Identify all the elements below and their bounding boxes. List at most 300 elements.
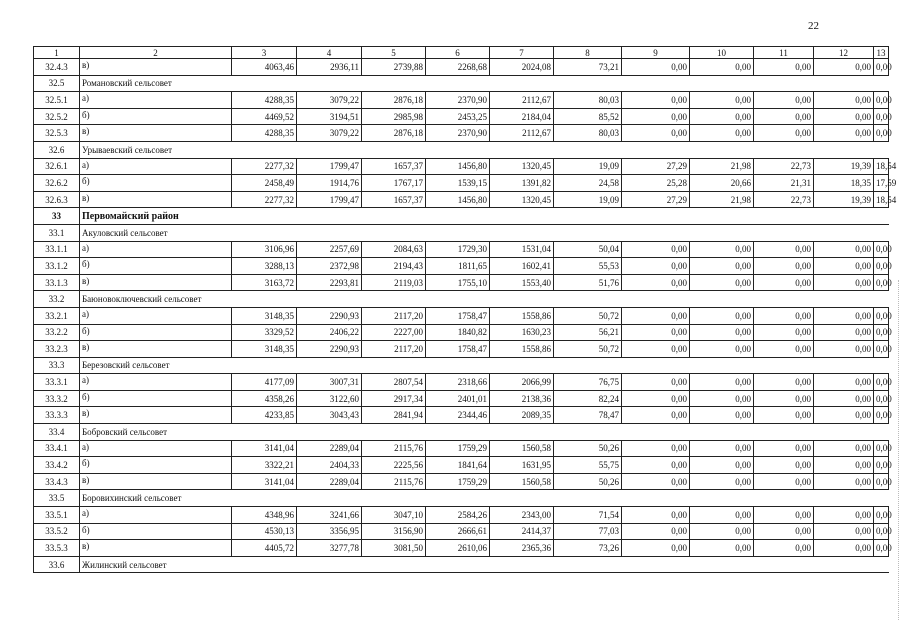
value-cell: 19,09 [554, 191, 622, 208]
value-cell: 2807,54 [362, 374, 426, 391]
value-cell: 0,00 [690, 374, 754, 391]
value-cell: 3163,72 [232, 274, 297, 291]
column-number-cell: 2 [80, 47, 232, 59]
section-code-cell: 32.6 [34, 141, 80, 158]
value-cell: 2841,94 [362, 407, 426, 424]
value-cell: 0,00 [754, 507, 814, 524]
row-code-cell: 33.5.1 [34, 507, 80, 524]
value-cell: 0,00 [690, 457, 754, 474]
value-cell: 2115,76 [362, 473, 426, 490]
value-cell: 0,00 [814, 241, 874, 258]
value-cell: 0,00 [814, 374, 874, 391]
value-cell: 0,00 [754, 407, 814, 424]
value-cell: 1758,47 [426, 341, 490, 358]
value-cell: 2936,11 [297, 59, 362, 76]
value-cell: 21,98 [690, 191, 754, 208]
value-cell: 2225,56 [362, 457, 426, 474]
value-cell: 3081,50 [362, 540, 426, 557]
value-cell: 0,00 [754, 108, 814, 125]
value-cell: 1320,45 [490, 158, 554, 175]
value-cell: 0,00 [874, 407, 889, 424]
value-cell: 18,54 [874, 191, 889, 208]
variant-cell: б) [80, 175, 232, 192]
value-cell: 50,26 [554, 473, 622, 490]
value-cell: 3194,51 [297, 108, 362, 125]
value-cell: 0,00 [622, 241, 690, 258]
value-cell: 0,00 [690, 540, 754, 557]
value-cell: 55,53 [554, 258, 622, 275]
table-row [34, 307, 889, 324]
section-code-cell: 33.6 [34, 556, 80, 573]
value-cell: 0,00 [690, 324, 754, 341]
value-cell: 2370,90 [426, 125, 490, 142]
value-cell: 25,28 [622, 175, 690, 192]
value-cell: 0,00 [622, 374, 690, 391]
table-row [34, 540, 889, 557]
value-cell: 1759,29 [426, 473, 490, 490]
value-cell: 2453,25 [426, 108, 490, 125]
value-cell: 0,00 [622, 258, 690, 275]
value-cell: 0,00 [874, 92, 889, 109]
column-number-cell: 10 [690, 47, 754, 59]
value-cell: 1560,58 [490, 440, 554, 457]
value-cell: 1840,82 [426, 324, 490, 341]
value-cell: 0,00 [814, 440, 874, 457]
row-code-cell: 33.1.1 [34, 241, 80, 258]
value-cell: 0,00 [754, 307, 814, 324]
value-cell: 1759,29 [426, 440, 490, 457]
section-name-cell: Жилинский сельсовет [80, 556, 889, 573]
value-cell: 19,09 [554, 158, 622, 175]
column-number-cell: 12 [814, 47, 874, 59]
value-cell: 1657,37 [362, 158, 426, 175]
value-cell: 1729,30 [426, 241, 490, 258]
table-row [34, 241, 889, 258]
value-cell: 85,52 [554, 108, 622, 125]
value-cell: 0,00 [874, 59, 889, 76]
value-cell: 2138,36 [490, 390, 554, 407]
value-cell: 3043,43 [297, 407, 362, 424]
value-cell: 0,00 [622, 274, 690, 291]
section-name-cell: Романовский сельсовет [80, 75, 889, 92]
value-cell: 3277,78 [297, 540, 362, 557]
value-cell: 2117,20 [362, 307, 426, 324]
section-name-cell: Акуловский сельсовет [80, 224, 889, 241]
row-code-cell: 32.6.3 [34, 191, 80, 208]
value-cell: 1558,86 [490, 307, 554, 324]
value-cell: 0,00 [754, 241, 814, 258]
value-cell: 0,00 [814, 92, 874, 109]
value-cell: 0,00 [690, 59, 754, 76]
value-cell: 4348,96 [232, 507, 297, 524]
value-cell: 0,00 [622, 108, 690, 125]
value-cell: 18,54 [874, 158, 889, 175]
value-cell: 0,00 [754, 92, 814, 109]
value-cell: 0,00 [874, 523, 889, 540]
row-code-cell: 33.3.2 [34, 390, 80, 407]
value-cell: 0,00 [814, 341, 874, 358]
value-cell: 2343,00 [490, 507, 554, 524]
value-cell: 0,00 [690, 258, 754, 275]
value-cell: 2876,18 [362, 125, 426, 142]
value-cell: 0,00 [690, 523, 754, 540]
value-cell: 3007,31 [297, 374, 362, 391]
variant-cell: в) [80, 473, 232, 490]
row-code-cell: 33.2.3 [34, 341, 80, 358]
row-code-cell: 33.5.2 [34, 523, 80, 540]
value-cell: 0,00 [690, 241, 754, 258]
value-cell: 1631,95 [490, 457, 554, 474]
value-cell: 1758,47 [426, 307, 490, 324]
value-cell: 2268,68 [426, 59, 490, 76]
value-cell: 1767,17 [362, 175, 426, 192]
value-cell: 76,75 [554, 374, 622, 391]
value-cell: 0,00 [622, 324, 690, 341]
value-cell: 2084,63 [362, 241, 426, 258]
value-cell: 2289,04 [297, 473, 362, 490]
variant-cell: в) [80, 341, 232, 358]
value-cell: 2117,20 [362, 341, 426, 358]
variant-cell: б) [80, 457, 232, 474]
value-cell: 0,00 [754, 523, 814, 540]
value-cell: 2584,26 [426, 507, 490, 524]
value-cell: 1602,41 [490, 258, 554, 275]
section-code-cell: 33 [34, 208, 80, 225]
section-name-cell: Боровихинский сельсовет [80, 490, 889, 507]
value-cell: 3148,35 [232, 341, 297, 358]
value-cell: 0,00 [622, 523, 690, 540]
value-cell: 0,00 [874, 457, 889, 474]
table-row [34, 274, 889, 291]
value-cell: 0,00 [690, 92, 754, 109]
value-cell: 2112,67 [490, 125, 554, 142]
value-cell: 1320,45 [490, 191, 554, 208]
value-cell: 1914,76 [297, 175, 362, 192]
row-code-cell: 32.6.1 [34, 158, 80, 175]
variant-cell: а) [80, 158, 232, 175]
section-row [34, 224, 889, 241]
variant-cell: в) [80, 125, 232, 142]
table-row [34, 407, 889, 424]
table-row [34, 473, 889, 490]
value-cell: 2414,37 [490, 523, 554, 540]
value-cell: 0,00 [874, 341, 889, 358]
value-cell: 0,00 [754, 125, 814, 142]
tariff-table [33, 46, 897, 573]
column-number-cell: 11 [754, 47, 814, 59]
column-number-cell: 3 [232, 47, 297, 59]
variant-cell: б) [80, 324, 232, 341]
value-cell: 0,00 [690, 341, 754, 358]
value-cell: 2227,00 [362, 324, 426, 341]
value-cell: 2257,69 [297, 241, 362, 258]
value-cell: 55,75 [554, 457, 622, 474]
column-number-cell: 7 [490, 47, 554, 59]
value-cell: 2917,34 [362, 390, 426, 407]
value-cell: 0,00 [814, 258, 874, 275]
value-cell: 3141,04 [232, 473, 297, 490]
value-cell: 0,00 [754, 374, 814, 391]
section-name-cell: Урываевский сельсовет [80, 141, 889, 158]
value-cell: 0,00 [754, 390, 814, 407]
value-cell: 0,00 [754, 59, 814, 76]
page-number: 22 [808, 20, 819, 32]
row-code-cell: 33.4.3 [34, 473, 80, 490]
value-cell: 50,26 [554, 440, 622, 457]
section-row [34, 291, 889, 308]
value-cell: 19,39 [814, 158, 874, 175]
row-code-cell: 32.4.3 [34, 59, 80, 76]
value-cell: 0,00 [754, 258, 814, 275]
value-cell: 2876,18 [362, 92, 426, 109]
variant-cell: а) [80, 440, 232, 457]
column-number-cell: 9 [622, 47, 690, 59]
column-number-cell: 4 [297, 47, 362, 59]
value-cell: 0,00 [874, 473, 889, 490]
value-cell: 2277,32 [232, 158, 297, 175]
table-row [34, 324, 889, 341]
value-cell: 2115,76 [362, 440, 426, 457]
value-cell: 73,26 [554, 540, 622, 557]
value-cell: 1799,47 [297, 191, 362, 208]
value-cell: 1630,23 [490, 324, 554, 341]
value-cell: 3079,22 [297, 125, 362, 142]
section-code-cell: 33.2 [34, 291, 80, 308]
section-code-cell: 33.3 [34, 357, 80, 374]
value-cell: 0,00 [874, 307, 889, 324]
value-cell: 0,00 [814, 125, 874, 142]
row-code-cell: 33.4.1 [34, 440, 80, 457]
value-cell: 3156,90 [362, 523, 426, 540]
table-row [34, 457, 889, 474]
value-cell: 0,00 [814, 540, 874, 557]
section-name-cell: Баюновоключевский сельсовет [80, 291, 889, 308]
value-cell: 0,00 [754, 341, 814, 358]
value-cell: 3047,10 [362, 507, 426, 524]
value-cell: 0,00 [814, 324, 874, 341]
value-cell: 4405,72 [232, 540, 297, 557]
value-cell: 4063,46 [232, 59, 297, 76]
value-cell: 0,00 [690, 307, 754, 324]
variant-cell: б) [80, 258, 232, 275]
value-cell: 27,29 [622, 158, 690, 175]
table-row [34, 59, 889, 76]
value-cell: 0,00 [754, 457, 814, 474]
row-code-cell: 33.1.2 [34, 258, 80, 275]
value-cell: 0,00 [690, 440, 754, 457]
section-row [34, 75, 889, 92]
value-cell: 0,00 [874, 241, 889, 258]
variant-cell: в) [80, 191, 232, 208]
value-cell: 2119,03 [362, 274, 426, 291]
value-cell: 1841,64 [426, 457, 490, 474]
value-cell: 1456,80 [426, 158, 490, 175]
value-cell: 3106,96 [232, 241, 297, 258]
value-cell: 51,76 [554, 274, 622, 291]
row-code-cell: 33.4.2 [34, 457, 80, 474]
value-cell: 17,59 [874, 175, 889, 192]
value-cell: 0,00 [874, 507, 889, 524]
section-code-cell: 33.5 [34, 490, 80, 507]
value-cell: 2365,36 [490, 540, 554, 557]
value-cell: 2289,04 [297, 440, 362, 457]
variant-cell: а) [80, 241, 232, 258]
value-cell: 50,04 [554, 241, 622, 258]
value-cell: 0,00 [814, 307, 874, 324]
value-cell: 2344,46 [426, 407, 490, 424]
value-cell: 0,00 [690, 108, 754, 125]
value-cell: 77,03 [554, 523, 622, 540]
value-cell: 2406,22 [297, 324, 362, 341]
variant-cell: б) [80, 523, 232, 540]
value-cell: 0,00 [690, 473, 754, 490]
value-cell: 0,00 [814, 473, 874, 490]
table-row [34, 374, 889, 391]
value-cell: 0,00 [874, 540, 889, 557]
value-cell: 0,00 [874, 125, 889, 142]
value-cell: 0,00 [622, 59, 690, 76]
variant-cell: а) [80, 507, 232, 524]
value-cell: 0,00 [622, 92, 690, 109]
section-row [34, 424, 889, 441]
value-cell: 2089,35 [490, 407, 554, 424]
value-cell: 2290,93 [297, 307, 362, 324]
table-body [34, 47, 897, 573]
value-cell: 2739,88 [362, 59, 426, 76]
value-cell: 0,00 [814, 390, 874, 407]
table-row [34, 175, 889, 192]
value-cell: 1553,40 [490, 274, 554, 291]
value-cell: 22,73 [754, 158, 814, 175]
value-cell: 2372,98 [297, 258, 362, 275]
value-cell: 19,39 [814, 191, 874, 208]
value-cell: 0,00 [622, 390, 690, 407]
table-row [34, 523, 889, 540]
row-code-cell: 33.2.1 [34, 307, 80, 324]
value-cell: 2985,98 [362, 108, 426, 125]
value-cell: 0,00 [874, 324, 889, 341]
value-cell: 4358,26 [232, 390, 297, 407]
value-cell: 73,21 [554, 59, 622, 76]
value-cell: 0,00 [874, 258, 889, 275]
value-cell: 20,66 [690, 175, 754, 192]
row-code-cell: 32.5.2 [34, 108, 80, 125]
row-code-cell: 33.1.3 [34, 274, 80, 291]
value-cell: 78,47 [554, 407, 622, 424]
value-cell: 4288,35 [232, 92, 297, 109]
variant-cell: б) [80, 390, 232, 407]
table-row [34, 390, 889, 407]
value-cell: 56,21 [554, 324, 622, 341]
table-row [34, 341, 889, 358]
value-cell: 2184,04 [490, 108, 554, 125]
value-cell: 2666,61 [426, 523, 490, 540]
value-cell: 80,03 [554, 125, 622, 142]
value-cell: 71,54 [554, 507, 622, 524]
value-cell: 0,00 [622, 125, 690, 142]
row-code-cell: 32.6.2 [34, 175, 80, 192]
value-cell: 2024,08 [490, 59, 554, 76]
variant-cell: в) [80, 59, 232, 76]
variant-cell: в) [80, 407, 232, 424]
value-cell: 0,00 [754, 324, 814, 341]
value-cell: 4233,85 [232, 407, 297, 424]
value-cell: 2194,43 [362, 258, 426, 275]
value-cell: 22,73 [754, 191, 814, 208]
value-cell: 50,72 [554, 307, 622, 324]
scan-edge-line [898, 280, 899, 620]
value-cell: 2401,01 [426, 390, 490, 407]
district-name-cell [80, 208, 889, 225]
value-cell: 4530,13 [232, 523, 297, 540]
column-number-row [34, 47, 889, 59]
variant-cell: б) [80, 108, 232, 125]
value-cell: 0,00 [622, 307, 690, 324]
value-cell: 3079,22 [297, 92, 362, 109]
value-cell: 24,58 [554, 175, 622, 192]
value-cell: 1560,58 [490, 473, 554, 490]
row-code-cell: 33.3.1 [34, 374, 80, 391]
value-cell: 3141,04 [232, 440, 297, 457]
section-row [34, 141, 889, 158]
variant-cell: а) [80, 307, 232, 324]
section-row [34, 357, 889, 374]
value-cell: 0,00 [754, 440, 814, 457]
value-cell: 1391,82 [490, 175, 554, 192]
value-cell: 1755,10 [426, 274, 490, 291]
value-cell: 3329,52 [232, 324, 297, 341]
column-number-cell: 6 [426, 47, 490, 59]
value-cell: 80,03 [554, 92, 622, 109]
value-cell: 0,00 [754, 540, 814, 557]
value-cell: 2458,49 [232, 175, 297, 192]
value-cell: 0,00 [622, 507, 690, 524]
value-cell: 2290,93 [297, 341, 362, 358]
value-cell: 0,00 [814, 523, 874, 540]
value-cell: 1558,86 [490, 341, 554, 358]
variant-cell: в) [80, 274, 232, 291]
value-cell: 82,24 [554, 390, 622, 407]
value-cell: 0,00 [874, 274, 889, 291]
value-cell: 1539,15 [426, 175, 490, 192]
value-cell: 1799,47 [297, 158, 362, 175]
value-cell: 0,00 [690, 125, 754, 142]
value-cell: 0,00 [814, 108, 874, 125]
table-row [34, 92, 889, 109]
district-name: Первомайский район [82, 210, 179, 222]
value-cell: 21,98 [690, 158, 754, 175]
value-cell: 0,00 [874, 440, 889, 457]
value-cell: 0,00 [754, 274, 814, 291]
value-cell: 0,00 [622, 341, 690, 358]
table-row [34, 440, 889, 457]
row-code-cell: 33.2.2 [34, 324, 80, 341]
value-cell: 3241,66 [297, 507, 362, 524]
section-name-cell: Бобровский сельсовет [80, 424, 889, 441]
value-cell: 0,00 [622, 457, 690, 474]
value-cell: 0,00 [814, 59, 874, 76]
value-cell: 2293,81 [297, 274, 362, 291]
value-cell: 0,00 [690, 407, 754, 424]
value-cell: 1657,37 [362, 191, 426, 208]
value-cell: 2066,99 [490, 374, 554, 391]
value-cell: 1456,80 [426, 191, 490, 208]
value-cell: 0,00 [814, 457, 874, 474]
table-row [34, 507, 889, 524]
value-cell: 21,31 [754, 175, 814, 192]
value-cell: 2112,67 [490, 92, 554, 109]
value-cell: 50,72 [554, 341, 622, 358]
